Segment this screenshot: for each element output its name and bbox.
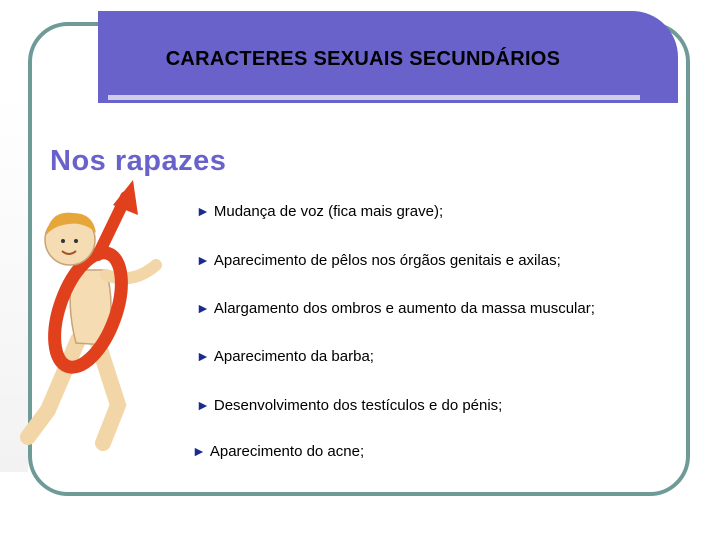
bullet-item <box>196 397 502 414</box>
bullet-text: Aparecimento do acne; <box>209 443 365 460</box>
bullet-text: Alargamento dos ombros e aumento da massa muscular; <box>213 300 595 317</box>
bullet-text: Aparecimento de pêlos nos órgãos genitais e axilas; <box>213 252 561 269</box>
bullet-arrow-icon: ► <box>196 397 210 413</box>
bullet-text: Aparecimento da barba; <box>213 348 374 365</box>
bullet-text: Desenvolvimento dos testículos e do pénis; <box>213 397 503 414</box>
bullet-item <box>196 203 443 220</box>
boy-with-male-symbol-illustration <box>8 175 183 460</box>
bullet-arrow-icon: ► <box>192 443 206 459</box>
bullet-item <box>196 348 374 365</box>
section-heading: Nos rapazes <box>50 145 227 177</box>
bullet-item <box>192 443 364 460</box>
bullet-arrow-icon: ► <box>196 203 210 219</box>
bullet-text: Mudança de voz (fica mais grave); <box>213 203 444 220</box>
slide-title: CARACTERES SEXUAIS SECUNDÁRIOS <box>165 48 561 70</box>
bullet-arrow-icon: ► <box>196 348 210 364</box>
bullet-arrow-icon: ► <box>196 300 210 316</box>
bullet-item <box>196 300 595 317</box>
bullet-arrow-icon: ► <box>196 252 210 268</box>
bullet-item <box>196 252 561 269</box>
title-bar-underline <box>108 95 640 100</box>
